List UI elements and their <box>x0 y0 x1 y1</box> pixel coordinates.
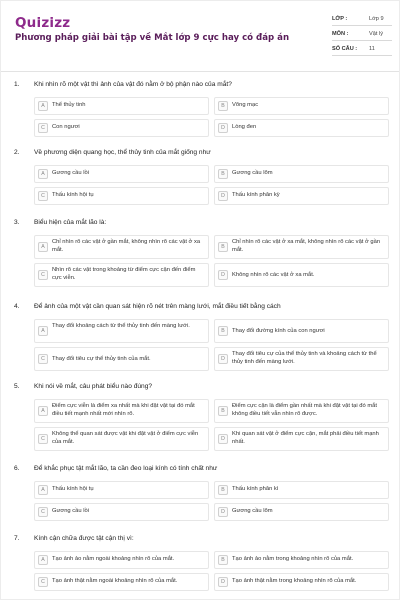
meta-key: LỚP : <box>332 16 348 22</box>
question-text: Biểu hiện của mắt lão là: <box>34 219 107 226</box>
question-number: 5. <box>14 383 20 390</box>
option-d[interactable] <box>214 263 389 287</box>
option-text: Thấu kính hội tụ <box>52 192 94 198</box>
option-letter: C <box>38 577 48 587</box>
question-text: Về phương diện quang học, thể thủy tinh của mắt giống như <box>34 149 211 156</box>
option-c[interactable] <box>34 263 209 287</box>
meta-key: MÔN : <box>332 31 349 37</box>
option-text: Thấu kính hội tụ <box>52 486 94 492</box>
meta-row-count <box>332 41 392 56</box>
option-letter: C <box>38 123 48 133</box>
option-letter: D <box>218 354 228 364</box>
quizizz-logo: Quizizz <box>15 15 71 31</box>
option-text: Võng mạc <box>232 102 259 108</box>
option-text: Thấu kính phân kì <box>232 486 279 492</box>
option-text: Gương cầu lồi <box>52 170 90 176</box>
option-text: Điểm cực viễn là điểm xa nhất mà khi đặt vật tại đó mắt điều tiết mạnh nhất mới nhìn rõ. <box>52 403 195 417</box>
option-c[interactable] <box>34 427 209 451</box>
option-letter: A <box>38 555 48 565</box>
option-a[interactable] <box>34 481 209 499</box>
option-letter: D <box>218 123 228 133</box>
option-c[interactable] <box>34 119 209 137</box>
option-c[interactable] <box>34 187 209 205</box>
option-text: Gương cầu lõm <box>232 508 273 514</box>
option-text: Thay đổi tiêu cự thể thủy tinh của mắt. <box>52 356 151 362</box>
question-text: Kính cận chữa được tật cận thị vì: <box>34 535 134 542</box>
option-text: Tạo ảnh ảo nằm ngoài khoảng nhìn rõ của mắt. <box>52 556 175 562</box>
meta-value: Lớp 9 <box>369 16 384 22</box>
option-d[interactable] <box>214 427 389 451</box>
question-text: Khi nói về mắt, câu phát biểu nào đúng? <box>34 383 153 390</box>
option-letter: B <box>218 242 228 252</box>
option-c[interactable] <box>34 573 209 591</box>
option-letter: A <box>38 242 48 252</box>
option-letter: A <box>38 406 48 416</box>
meta-row-subject <box>332 26 392 41</box>
option-b[interactable] <box>214 235 389 259</box>
option-text: Thay đổi khoảng cách từ thể thủy tinh đến màng lưới. <box>52 323 190 329</box>
option-text: Khi quan sát vật ở điểm cực cận, mắt phải điều tiết mạnh nhất. <box>232 431 379 445</box>
question-number: 1. <box>14 81 20 88</box>
question-number: 2. <box>14 149 20 156</box>
option-d[interactable] <box>214 573 389 591</box>
question-number: 6. <box>14 465 20 472</box>
question-text: Để khắc phục tật mắt lão, ta cần đeo loại kính có tính chất như <box>34 465 218 472</box>
option-d[interactable] <box>214 187 389 205</box>
option-text: Lòng đen <box>232 124 257 130</box>
option-letter: A <box>38 326 48 336</box>
option-letter: D <box>218 434 228 444</box>
option-text: Không thể quan sát được vật khi đặt vật ở điểm cực viễn của mắt. <box>52 431 199 445</box>
option-d[interactable] <box>214 503 389 521</box>
option-b[interactable] <box>214 551 389 569</box>
option-a[interactable] <box>34 165 209 183</box>
option-letter: A <box>38 485 48 495</box>
option-text: Không nhìn rõ các vật ở xa mắt. <box>232 272 315 278</box>
option-letter: C <box>38 434 48 444</box>
page-title: Phương pháp giải bài tập về Mắt lớp 9 cực hay có đáp án <box>15 33 290 43</box>
option-text: Thay đổi đường kính của con ngươi <box>232 328 325 334</box>
option-letter: C <box>38 354 48 364</box>
option-letter: B <box>218 555 228 565</box>
option-text: Tạo ảnh ảo nằm trong khoảng nhìn rõ của mắt. <box>232 556 354 562</box>
meta-value: Vật lý <box>369 31 383 37</box>
option-letter: A <box>38 101 48 111</box>
meta-table <box>332 11 392 56</box>
option-a[interactable] <box>34 97 209 115</box>
option-text: Gương cầu lồi <box>52 508 90 514</box>
option-b[interactable] <box>214 97 389 115</box>
option-b[interactable] <box>214 319 389 343</box>
option-d[interactable] <box>214 347 389 371</box>
question-number: 3. <box>14 219 20 226</box>
meta-key: SỐ CÂU : <box>332 46 358 52</box>
option-text: Chỉ nhìn rõ các vật ở gần mắt, không nhìn rõ các vật ở xa mắt. <box>52 239 201 253</box>
option-text: Thể thủy tinh <box>52 102 86 108</box>
question-number: 7. <box>14 535 20 542</box>
header-divider <box>1 71 400 72</box>
option-a[interactable] <box>34 551 209 569</box>
option-c[interactable] <box>34 503 209 521</box>
option-letter: C <box>38 191 48 201</box>
option-text: Tạo ảnh thật nằm trong khoảng nhìn rõ của mắt. <box>232 578 357 584</box>
meta-row-class <box>332 11 392 26</box>
option-text: Gương cầu lõm <box>232 170 273 176</box>
option-text: Thay đổi tiêu cự của thể thủy tinh và khoảng cách từ thể thủy tinh đến màng lưới. <box>232 351 377 365</box>
option-a[interactable] <box>34 319 209 343</box>
option-letter: B <box>218 101 228 111</box>
question-text: Khi nhìn rõ một vật thì ảnh của vật đó nằm ở bộ phận nào của mắt? <box>34 81 232 88</box>
option-letter: B <box>218 326 228 336</box>
option-text: Thấu kính phân kỳ <box>232 192 280 198</box>
question-number: 4. <box>14 303 20 310</box>
option-text: Con ngươi <box>52 124 80 130</box>
meta-value: 11 <box>369 46 375 52</box>
option-text: Điểm cực cận là điểm gần nhất mà khi đặt vật tại đó mắt không điều tiết vẫn nhìn rõ được. <box>232 403 378 417</box>
option-letter: D <box>218 270 228 280</box>
option-b[interactable] <box>214 481 389 499</box>
option-letter: C <box>38 270 48 280</box>
option-b[interactable] <box>214 165 389 183</box>
option-a[interactable] <box>34 235 209 259</box>
option-letter: D <box>218 191 228 201</box>
option-b[interactable] <box>214 399 389 423</box>
option-letter: B <box>218 485 228 495</box>
option-letter: A <box>38 169 48 179</box>
option-text: Nhìn rõ các vật trong khoảng từ điểm cực cận đến điểm cực viễn. <box>52 267 196 281</box>
option-a[interactable] <box>34 399 209 423</box>
option-letter: C <box>38 507 48 517</box>
option-letter: D <box>218 577 228 587</box>
option-d[interactable] <box>214 119 389 137</box>
option-letter: B <box>218 169 228 179</box>
option-c[interactable] <box>34 347 209 371</box>
option-text: Chỉ nhìn rõ các vật ở xa mắt, không nhìn rõ các vật ở gần mắt. <box>232 239 381 253</box>
worksheet-header <box>1 1 400 65</box>
option-text: Tạo ảnh thật nằm ngoài khoảng nhìn rõ của mắt. <box>52 578 178 584</box>
question-text: Để ảnh của một vật cần quan sát hiện rõ nét trên màng lưới, mắt điều tiết bằng cách <box>34 303 281 310</box>
option-letter: B <box>218 406 228 416</box>
option-letter: D <box>218 507 228 517</box>
